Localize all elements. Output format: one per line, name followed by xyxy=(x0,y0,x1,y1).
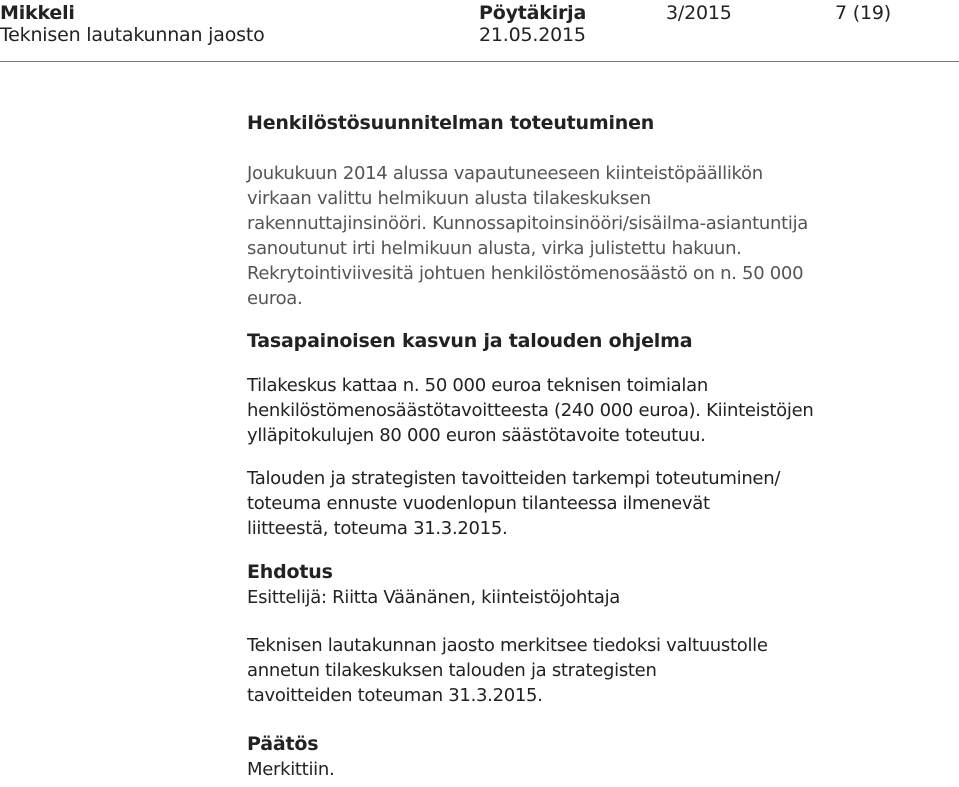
paragraph-staff-plan xyxy=(247,161,947,311)
text-line: Talouden ja strategisten tavoitteiden tarkempi toteutuminen/ xyxy=(247,468,781,489)
text-line: euroa. xyxy=(247,288,303,309)
text-line: Tilakeskus kattaa n. 50 000 euroa teknisen toimialan xyxy=(247,375,708,396)
meeting-date: 21.05.2015 xyxy=(479,24,586,46)
paragraph-proposal xyxy=(247,633,947,708)
text-line: tavoitteiden toteuman 31.3.2015. xyxy=(247,685,543,706)
committee-name: Teknisen lautakunnan jaosto xyxy=(0,24,265,46)
header-divider xyxy=(0,61,959,62)
text-line: toteuma ennuste vuodenlopun tilanteessa ilmenevät xyxy=(247,493,710,514)
document-type: Pöytäkirja xyxy=(479,2,587,24)
document-number: 3/2015 xyxy=(666,2,732,24)
text-line: liitteestä, toteuma 31.3.2015. xyxy=(247,518,508,539)
paragraph-strategic-goals xyxy=(247,466,947,541)
organization-name: Mikkeli xyxy=(0,2,75,24)
text-line: Teknisen lautakunnan jaosto merkitsee tiedoksi valtuustolle xyxy=(247,635,768,656)
page-number: 7 (19) xyxy=(835,2,891,24)
section-title-staff-plan: Henkilöstösuunnitelman toteutuminen xyxy=(247,112,655,134)
text-line: Rekrytointiviivesitä johtuen henkilöstömenosäästö on n. 50 000 xyxy=(247,263,804,284)
section-title-proposal: Ehdotus xyxy=(247,561,333,583)
text-line: virkaan valittu helmikuun alusta tilakeskuksen xyxy=(247,188,651,209)
text-line: Joukukuun 2014 alussa vapautuneeseen kiinteistöpäällikön xyxy=(247,163,763,184)
document-body xyxy=(247,110,947,782)
presenter-line: Esittelijä: Riitta Väänänen, kiinteistöjohtaja xyxy=(247,587,621,608)
section-title-balanced-growth: Tasapainoisen kasvun ja talouden ohjelma xyxy=(247,330,693,352)
text-line: sanoutunut irti helmikuun alusta, virka julistettu hakuun. xyxy=(247,238,742,259)
paragraph-cost-savings xyxy=(247,373,947,448)
text-line: annetun tilakeskuksen talouden ja strategisten xyxy=(247,660,657,681)
decision-text: Merkittiin. xyxy=(247,759,335,780)
text-line: rakennuttajinsinööri. Kunnossapitoinsinööri/sisäilma-asiantuntija xyxy=(247,213,809,234)
text-line: henkilöstömenosäästötavoitteesta (240 000 euroa). Kiinteistöjen xyxy=(247,400,814,421)
text-line: ylläpitokulujen 80 000 euron säästötavoite toteutuu. xyxy=(247,425,706,446)
page-header xyxy=(0,0,959,62)
section-title-decision: Päätös xyxy=(247,733,319,755)
